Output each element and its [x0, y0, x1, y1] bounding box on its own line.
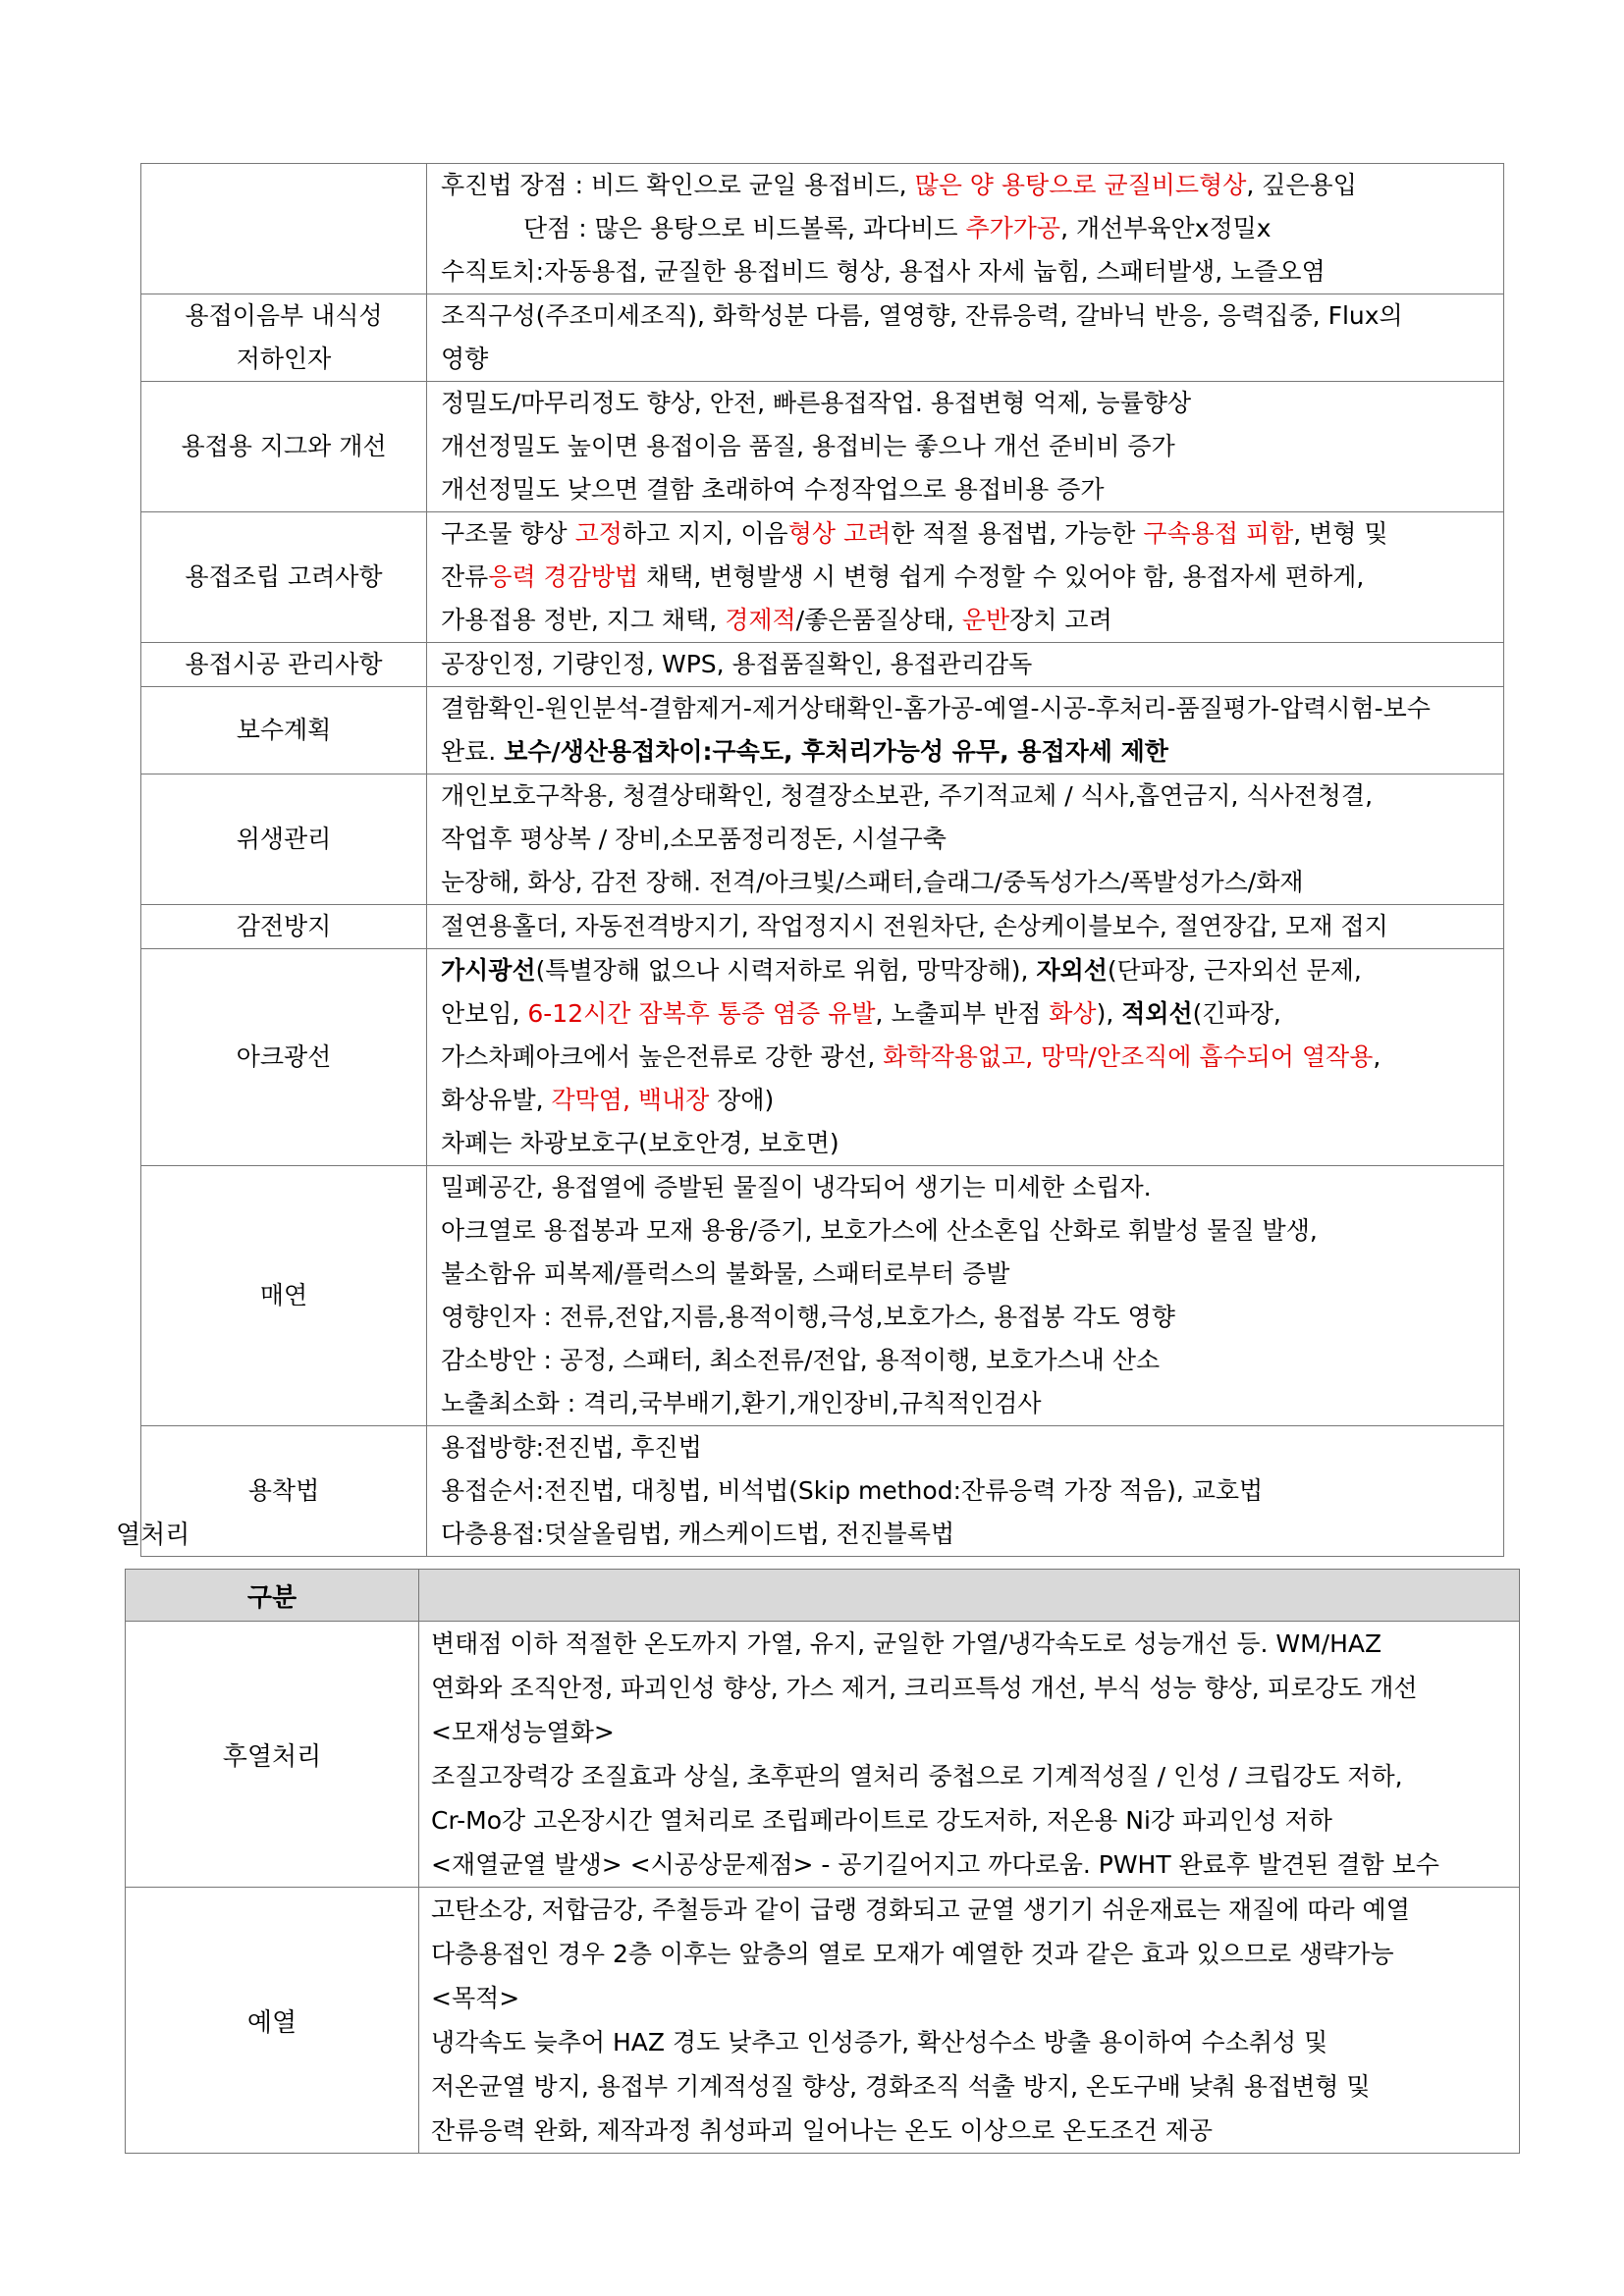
- table-row: [141, 774, 1504, 905]
- content-line: [441, 512, 1493, 556]
- content-line: [431, 1976, 1511, 2020]
- text-segment: , 변형 및: [1293, 519, 1388, 548]
- table-row: [141, 905, 1504, 949]
- content-line: [441, 250, 1493, 294]
- row-content: [427, 1426, 1504, 1557]
- bold-text: 자외선: [1036, 956, 1108, 985]
- row-label: [141, 774, 427, 905]
- text-segment: 잔류응력 완화, 제작과정 취성파괴 일어나는 온도 이상으로 온도조건 제공: [431, 2116, 1214, 2145]
- row-label-line: 감전방지: [236, 912, 332, 940]
- content-line: [441, 294, 1493, 338]
- content-line: [431, 1888, 1511, 1932]
- highlight-text: 각막염, 백내장: [551, 1086, 710, 1114]
- row-label-line: 위생관리: [236, 825, 332, 853]
- text-segment: 절연용홀더, 자동전격방지기, 작업정지시 전원차단, 손상케이블보수, 절연장갑, 모재 접지: [441, 912, 1388, 940]
- row-content: [427, 382, 1504, 512]
- content-line: [441, 599, 1493, 642]
- row-content: [419, 1888, 1520, 2154]
- section-title-heat-treatment: 열처리: [116, 1521, 190, 1550]
- content-line: [431, 1842, 1511, 1887]
- row-label-line: 보수계획: [236, 716, 332, 744]
- content-line: [441, 1339, 1493, 1382]
- content-line: [431, 1798, 1511, 1842]
- content-line: [431, 1666, 1511, 1710]
- text-segment: 정밀도/마무리정도 향상, 안전, 빠른용접작업. 용접변형 억제, 능률향상: [441, 389, 1192, 417]
- welding-notes-table: [140, 163, 1504, 1557]
- content-line: [441, 687, 1493, 730]
- content-line: [441, 1079, 1493, 1122]
- text-segment: (긴파장,: [1192, 999, 1281, 1028]
- text-segment: 후진법 장점 : 비드 확인으로 균일 용접비드,: [441, 171, 915, 199]
- content-line: [431, 1710, 1511, 1754]
- heat-treatment-table: [125, 1569, 1520, 2154]
- content-line: [441, 1122, 1493, 1165]
- text-segment: 채택, 변형발생 시 변형 쉽게 수정할 수 있어야 함, 용접자세 편하게,: [638, 562, 1365, 591]
- text-segment: 노출최소화 : 격리,국부배기,환기,개인장비,규칙적인검사: [441, 1389, 1042, 1417]
- content-line: [441, 861, 1493, 904]
- text-segment: 화상유발,: [441, 1086, 552, 1114]
- row-label-line: 용접조립 고려사항: [185, 562, 383, 591]
- text-segment: 고탄소강, 저합금강, 주철등과 같이 급랭 경화되고 균열 생기기 쉬운재료는 재질에 따라 예열: [431, 1896, 1410, 1924]
- text-segment: 저온균열 방지, 용접부 기계적성질 향상, 경화조직 석출 방지, 온도구배 낮춰 용접변형 및: [431, 2072, 1371, 2101]
- text-segment: ),: [1096, 999, 1122, 1028]
- text-segment: 구조물 향상: [441, 519, 575, 548]
- row-label-line: 아크광선: [236, 1042, 332, 1071]
- row-label-line: 예열: [246, 2007, 298, 2038]
- row-label: [141, 1166, 427, 1426]
- text-segment: 개선정밀도 높이면 용접이음 품질, 용접비는 좋으나 개선 준비비 증가: [441, 432, 1175, 460]
- highlight-text: 화학작용없고, 망막/안조직에 흡수되어 열작용: [883, 1042, 1374, 1071]
- table-row: [141, 1166, 1504, 1426]
- text-segment: 다층용접:덧살올림법, 캐스케이드법, 전진블록법: [441, 1520, 955, 1548]
- text-segment: 영향: [441, 345, 489, 373]
- text-segment: 용접순서:전진법, 대칭법, 비석법(Skip method:잔류응력 가장 적음), 교호법: [441, 1476, 1264, 1505]
- text-segment: 불소함유 피복제/플럭스의 불화물, 스패터로부터 증발: [441, 1259, 1010, 1288]
- row-content: [427, 774, 1504, 905]
- table-row: [141, 294, 1504, 382]
- text-segment: 조직구성(주조미세조직), 화학성분 다름, 열영향, 잔류응력, 갈바닉 반응, 응력집중, Flux의: [441, 301, 1403, 330]
- text-segment: 가용접용 정반, 지그 채택,: [441, 606, 726, 634]
- text-segment: , 깊은용입: [1246, 171, 1357, 199]
- bold-text: 가시광선: [441, 956, 536, 985]
- text-segment: 감소방안 : 공정, 스패터, 최소전류/전압, 용적이행, 보호가스내 산소: [441, 1346, 1161, 1374]
- content-line: [441, 774, 1493, 818]
- content-line: [441, 164, 1493, 207]
- text-segment: 용접방향:전진법, 후진법: [441, 1433, 702, 1462]
- text-segment: 한 적절 용접법, 가능한: [891, 519, 1144, 548]
- text-segment: 연화와 조직안정, 파괴인성 향상, 가스 제거, 크리프특성 개선, 부식 성능 향상, 피로강도 개선: [431, 1674, 1418, 1702]
- table-row: [126, 1888, 1520, 2154]
- row-content: [427, 1166, 1504, 1426]
- row-label-line: 용착법: [247, 1476, 320, 1505]
- row-content: [427, 643, 1504, 687]
- highlight-text: 많은 양 용탕으로 균질비드형상: [914, 171, 1247, 199]
- row-content: [427, 294, 1504, 382]
- text-segment: 안보임,: [441, 999, 528, 1028]
- content-line: [431, 2064, 1511, 2109]
- table-row: [126, 1622, 1520, 1888]
- text-segment: 작업후 평상복 / 장비,소모품정리정돈, 시설구축: [441, 825, 947, 853]
- text-segment: <모재성능열화>: [431, 1718, 615, 1746]
- content-line: [441, 1209, 1493, 1253]
- row-label-line: 용접시공 관리사항: [185, 650, 383, 678]
- row-content: [427, 905, 1504, 949]
- content-line: [441, 1296, 1493, 1339]
- header-category: 구분: [126, 1570, 419, 1622]
- bold-text: 보수/생산용접차이:구속도, 후처리가능성 유무, 용접자세 제한: [504, 737, 1168, 766]
- text-segment: <목적>: [431, 1984, 520, 2012]
- highlight-text: 응력 경감방법: [488, 562, 639, 591]
- row-label-line: 저하인자: [236, 345, 332, 373]
- text-segment: (특별장해 없으나 시력저하로 위험, 망막장해),: [535, 956, 1037, 985]
- text-segment: 장치 고려: [1009, 606, 1112, 634]
- row-label: [141, 512, 427, 643]
- text-segment: 잔류: [441, 562, 489, 591]
- row-label: [141, 687, 427, 774]
- header-content: [419, 1570, 1520, 1622]
- highlight-text: 형상 고려: [787, 519, 892, 548]
- text-segment: Cr-Mo강 고온장시간 열처리로 조립페라이트로 강도저하, 저온용 Ni강 파괴인성 저하: [431, 1806, 1332, 1835]
- text-segment: 영향인자 : 전류,전압,지름,용적이행,극성,보호가스, 용접봉 각도 영향: [441, 1303, 1175, 1331]
- content-line: [431, 1622, 1511, 1666]
- content-line: [441, 207, 1493, 250]
- row-content: [427, 949, 1504, 1166]
- text-segment: 가스차폐아크에서 높은전류로 강한 광선,: [441, 1042, 884, 1071]
- text-segment: ,: [1373, 1042, 1381, 1071]
- row-label-line: 용접이음부 내식성: [185, 301, 383, 330]
- text-segment: , 노출피부 반점: [875, 999, 1050, 1028]
- content-line: [441, 949, 1493, 992]
- text-segment: 냉각속도 늦추어 HAZ 경도 낮추고 인성증가, 확산성수소 방출 용이하여 수소취성 및: [431, 2028, 1328, 2056]
- text-segment: (단파장, 근자외선 문제,: [1107, 956, 1362, 985]
- text-segment: 결함확인-원인분석-결함제거-제거상태확인-홈가공-예열-시공-후처리-품질평가-압력시험-보수: [441, 694, 1431, 722]
- table-row: [141, 512, 1504, 643]
- content-line: [441, 1513, 1493, 1556]
- content-line: [441, 992, 1493, 1036]
- row-content: [427, 164, 1504, 294]
- content-line: [441, 382, 1493, 425]
- text-segment: 개인보호구착용, 청결상태확인, 청결장소보관, 주기적교체 / 식사,흡연금지, 식사전청결,: [441, 781, 1374, 810]
- row-content: [427, 512, 1504, 643]
- table-row: [141, 949, 1504, 1166]
- text-segment: 단점 : 많은 용탕으로 비드볼록, 과다비드: [523, 214, 966, 242]
- highlight-text: 6-12시간 잠복후 통증 염증 유발: [527, 999, 876, 1028]
- row-label: [141, 164, 427, 294]
- content-line: [441, 905, 1493, 948]
- content-line: [441, 1036, 1493, 1079]
- text-segment: 변태점 이하 적절한 온도까지 가열, 유지, 균일한 가열/냉각속도로 성능개선 등. WM/HAZ: [431, 1629, 1382, 1658]
- text-segment: /좋은품질상태,: [795, 606, 962, 634]
- text-segment: 완료.: [441, 737, 505, 766]
- row-content: [427, 687, 1504, 774]
- content-line: [431, 2020, 1511, 2064]
- table-row: [141, 643, 1504, 687]
- content-line: [441, 1426, 1493, 1469]
- row-label: [141, 294, 427, 382]
- text-segment: 차폐는 차광보호구(보호안경, 보호면): [441, 1129, 839, 1157]
- text-segment: 아크열로 용접봉과 모재 용융/증기, 보호가스에 산소혼입 산화로 휘발성 물질 발생,: [441, 1216, 1318, 1245]
- text-segment: 눈장해, 화상, 감전 장해. 전격/아크빛/스패터,슬래그/중독성가스/폭발성가스/화재: [441, 868, 1304, 896]
- highlight-text: 경제적: [725, 606, 796, 634]
- text-segment: 공장인정, 기량인정, WPS, 용접품질확인, 용접관리감독: [441, 650, 1033, 678]
- content-line: [441, 1166, 1493, 1209]
- content-line: [441, 643, 1493, 686]
- row-label: [141, 382, 427, 512]
- text-segment: 개선정밀도 낮으면 결함 초래하여 수정작업으로 용접비용 증가: [441, 475, 1105, 504]
- table-header-row: [126, 1570, 1520, 1622]
- text-segment: 밀폐공간, 용접열에 증발된 물질이 냉각되어 생기는 미세한 소립자.: [441, 1173, 1152, 1201]
- table-row: [141, 164, 1504, 294]
- text-segment: 다층용접인 경우 2층 이후는 앞층의 열로 모재가 예열한 것과 같은 효과 있으므로 생략가능: [431, 1940, 1394, 1968]
- table-row: [141, 687, 1504, 774]
- content-line: [441, 425, 1493, 468]
- row-label: [141, 905, 427, 949]
- content-line: [441, 730, 1493, 774]
- text-segment: <재열균열 발생> <시공상문제점> - 공기길어지고 까다로움. PWHT 완료후 발견된 결함 보수: [431, 1850, 1439, 1879]
- content-line: [441, 1253, 1493, 1296]
- content-line: [441, 1382, 1493, 1425]
- highlight-text: 운반: [961, 606, 1010, 634]
- row-label-line: 매연: [259, 1281, 308, 1309]
- row-label: [126, 1622, 419, 1888]
- table-row: [141, 1426, 1504, 1557]
- content-line: [441, 556, 1493, 599]
- highlight-text: 구속용접 피함: [1143, 519, 1294, 548]
- content-line: [441, 338, 1493, 381]
- content-line: [441, 468, 1493, 511]
- row-label-line: 후열처리: [222, 1741, 322, 1772]
- text-segment: 하고 지지, 이음: [622, 519, 788, 548]
- row-label: [141, 643, 427, 687]
- text-segment: 조질고장력강 조질효과 상실, 초후판의 열처리 중첩으로 기계적성질 / 인성 / 크립강도 저하,: [431, 1762, 1403, 1790]
- content-line: [431, 1754, 1511, 1798]
- content-line: [441, 1469, 1493, 1513]
- row-content: [419, 1622, 1520, 1888]
- content-line: [431, 2109, 1511, 2153]
- highlight-text: 추가가공: [965, 214, 1061, 242]
- table-row: [141, 382, 1504, 512]
- row-label: [141, 949, 427, 1166]
- content-line: [431, 1932, 1511, 1976]
- row-label: [126, 1888, 419, 2154]
- bold-text: 적외선: [1121, 999, 1193, 1028]
- highlight-text: 고정: [574, 519, 623, 548]
- highlight-text: 화상: [1049, 999, 1097, 1028]
- text-segment: 수직토치:자동용접, 균질한 용접비드 형상, 용접사 자세 눕힘, 스패터발생, 노즐오염: [441, 257, 1326, 286]
- text-segment: 장애): [709, 1086, 775, 1114]
- row-label-line: 용접용 지그와 개선: [181, 432, 387, 460]
- content-line: [441, 818, 1493, 861]
- text-segment: , 개선부육안x정밀x: [1060, 214, 1272, 242]
